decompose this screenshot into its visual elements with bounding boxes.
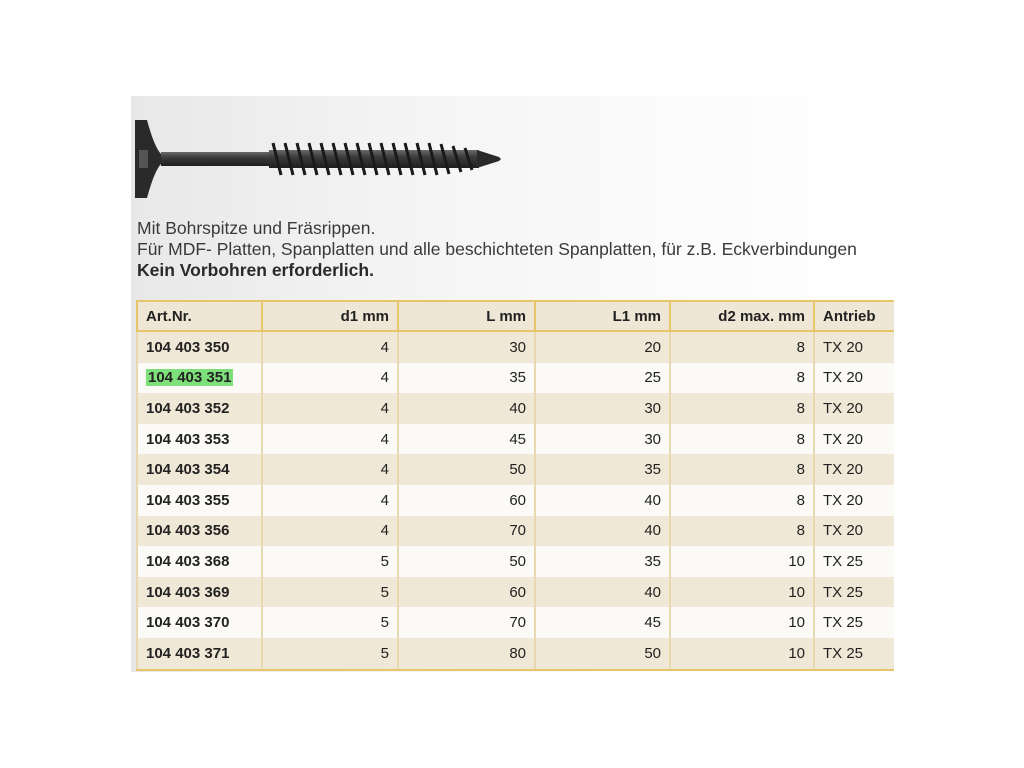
table-row [137,577,894,608]
cell-antrieb: TX 25 [814,638,894,670]
cell-l: 60 [398,577,535,608]
header-l: L mm [398,301,535,331]
product-panel [131,96,894,672]
cell-l1: 25 [535,363,670,394]
header-d2: d2 max. mm [670,301,814,331]
cell-art-nr [137,363,262,394]
cell-d2: 10 [670,638,814,670]
cell-art-nr: 104 403 355 [137,485,262,516]
table-header-row [137,301,894,331]
screw-icon [131,110,511,208]
cell-antrieb: TX 20 [814,393,894,424]
cell-l1: 35 [535,454,670,485]
cell-art-nr: 104 403 352 [137,393,262,424]
header-art-nr: Art.Nr. [137,301,262,331]
cell-l1: 50 [535,638,670,670]
cell-d1: 4 [262,331,398,363]
cell-antrieb: TX 20 [814,454,894,485]
cell-l: 30 [398,331,535,363]
cell-l: 35 [398,363,535,394]
table-row [137,393,894,424]
cell-d1: 4 [262,363,398,394]
cell-l1: 45 [535,607,670,638]
cell-d1: 4 [262,485,398,516]
table-row [137,485,894,516]
cell-d1: 5 [262,577,398,608]
cell-art-nr: 104 403 353 [137,424,262,455]
header-d1: d1 mm [262,301,398,331]
cell-art-nr: 104 403 371 [137,638,262,670]
cell-d2: 8 [670,363,814,394]
cell-l: 50 [398,546,535,577]
cell-d1: 5 [262,546,398,577]
cell-d2: 10 [670,577,814,608]
cell-l: 70 [398,516,535,547]
description-line-2: Für MDF- Platten, Spanplatten und alle beschichteten Spanplatten, für z.B. Eckverbindungen [137,239,857,259]
cell-art-nr: 104 403 356 [137,516,262,547]
cell-d2: 8 [670,331,814,363]
cell-l: 70 [398,607,535,638]
cell-antrieb: TX 20 [814,516,894,547]
cell-l: 60 [398,485,535,516]
table-body [137,331,894,670]
cell-d1: 4 [262,393,398,424]
cell-art-nr: 104 403 370 [137,607,262,638]
description-line-1: Mit Bohrspitze und Fräsrippen. [137,218,376,238]
cell-d2: 8 [670,516,814,547]
highlighted-art-nr: 104 403 351 [148,369,232,387]
product-description [137,218,894,281]
description-line-3: Kein Vorbohren erforderlich. [137,260,374,280]
header-antrieb: Antrieb [814,301,894,331]
cell-d1: 4 [262,424,398,455]
header-l1: L1 mm [535,301,670,331]
cell-antrieb: TX 20 [814,363,894,394]
cell-d2: 8 [670,393,814,424]
table-row [137,516,894,547]
table-row [137,638,894,670]
cell-l1: 35 [535,546,670,577]
cell-art-nr: 104 403 368 [137,546,262,577]
cell-l1: 40 [535,485,670,516]
cell-l1: 30 [535,424,670,455]
table-row [137,331,894,363]
cell-antrieb: TX 20 [814,485,894,516]
cell-art-nr: 104 403 369 [137,577,262,608]
cell-d2: 8 [670,424,814,455]
cell-antrieb: TX 20 [814,424,894,455]
table-row [137,607,894,638]
cell-l: 80 [398,638,535,670]
cell-antrieb: TX 20 [814,331,894,363]
cell-l: 45 [398,424,535,455]
cell-antrieb: TX 25 [814,546,894,577]
product-table [136,300,894,671]
cell-d2: 8 [670,485,814,516]
cell-l: 40 [398,393,535,424]
cell-d2: 10 [670,546,814,577]
cell-l: 50 [398,454,535,485]
cell-l1: 20 [535,331,670,363]
table-row [137,424,894,455]
cell-l1: 30 [535,393,670,424]
cell-d1: 5 [262,638,398,670]
cell-d2: 8 [670,454,814,485]
cell-d1: 4 [262,516,398,547]
cell-art-nr: 104 403 350 [137,331,262,363]
cell-d1: 4 [262,454,398,485]
cell-antrieb: TX 25 [814,577,894,608]
cell-antrieb: TX 25 [814,607,894,638]
cell-d2: 10 [670,607,814,638]
cell-d1: 5 [262,607,398,638]
cell-l1: 40 [535,577,670,608]
table-row [137,454,894,485]
cell-art-nr: 104 403 354 [137,454,262,485]
table-row [137,363,894,394]
table-row [137,546,894,577]
cell-l1: 40 [535,516,670,547]
